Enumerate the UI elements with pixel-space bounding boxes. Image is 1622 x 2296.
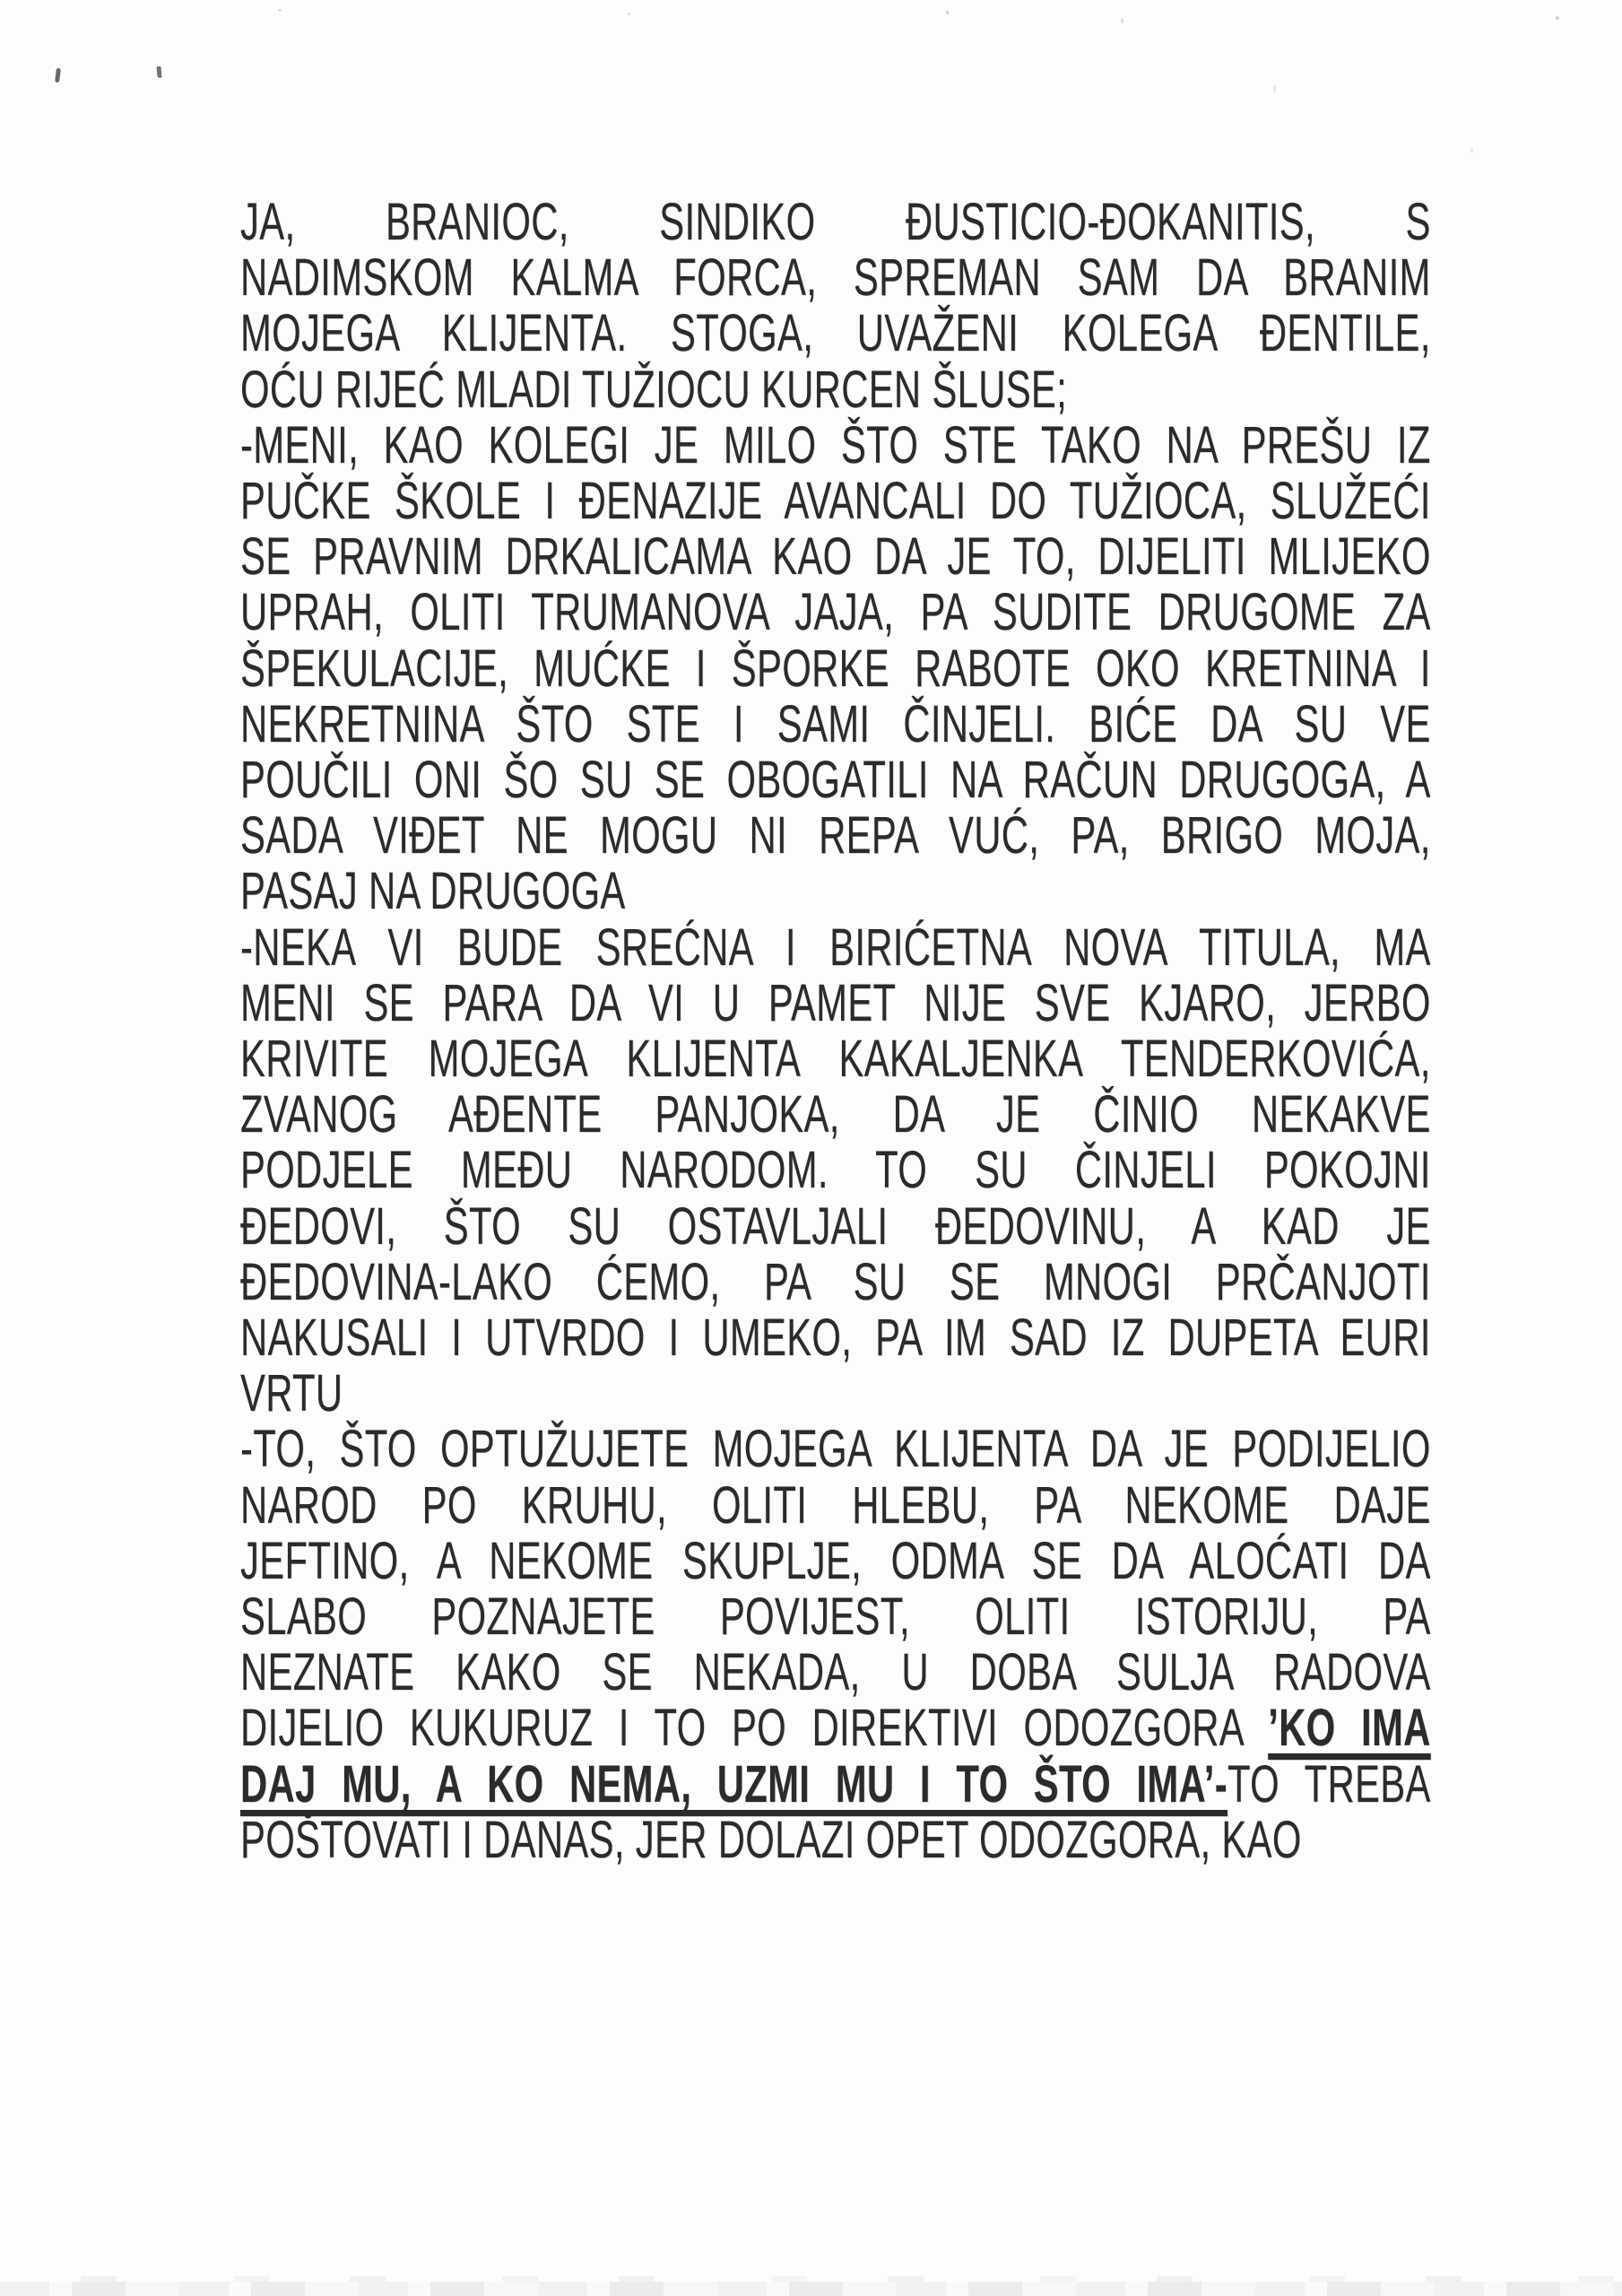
text-line	[240, 585, 1431, 640]
body-text: ŠPEKULACIJE, MUĆKE I ŠPORKE RABOTE OKO KRETNINA I	[240, 639, 1431, 698]
body-text: ĐEDOVINA-LAKO ĆEMO, PA SU SE MNOGI PRČANJOTI	[240, 1252, 1431, 1311]
body-text: ĐEDOVI, ŠTO SU OSTAVLJALI ĐEDOVINU, A KAD JE	[240, 1196, 1431, 1256]
scan-speck	[946, 11, 949, 14]
body-text: -MENI, KAO KOLEGI JE MILO ŠTO STE TAKO NA PREŠU IZ	[240, 415, 1431, 474]
text-line	[240, 808, 1431, 864]
body-text: POŠTOVATI I DANAS, JER DOLAZI OPET ODOZGORA, KAO	[240, 1810, 1302, 1869]
body-text: TO TREBA	[1227, 1754, 1431, 1813]
text-line	[240, 1310, 1431, 1366]
body-text: PUČKE ŠKOLE I ĐENAZIJE AVANCALI DO TUŽIOCA, SLUŽEĆI	[240, 472, 1431, 531]
body-text: NEKRETNINA ŠTO STE I SAMI ČINJELI. BIĆE DA SU VE	[240, 694, 1431, 753]
text-line	[240, 641, 1431, 697]
text-line	[240, 306, 1431, 361]
text-line	[240, 1589, 1431, 1645]
body-text: VRTU	[240, 1364, 343, 1423]
text-line	[240, 1031, 1431, 1087]
text-line	[240, 1196, 1431, 1256]
text-line	[240, 195, 1431, 250]
body-text: NEZNATE KAKO SE NEKADA, U DOBA SULJA RADOVA	[240, 1643, 1431, 1702]
body-text: SADA VIĐET NE MOGU NI REPA VUĆ, PA, BRIGO MOJA,	[240, 806, 1431, 865]
text-line	[240, 1143, 1431, 1198]
text-line	[240, 1810, 1431, 1869]
body-text: OĆU RIJEĆ MLADI TUŽIOCU KURCEN ŠLUSE;	[240, 360, 1068, 419]
scan-speck	[1470, 148, 1473, 152]
body-text: SLABO POZNAJETE POVIJEST, OLITI ISTORIJU, PA	[240, 1587, 1431, 1647]
text-line	[240, 1700, 1431, 1756]
emphasized-directive-text: ’KO IMA	[1268, 1699, 1431, 1758]
body-text: -TO, ŠTO OPTUŽUJETE MOJEGA KLIJENTA DA JE PODIJELIO	[240, 1420, 1431, 1479]
text-line	[240, 920, 1431, 976]
text-line	[240, 864, 1431, 919]
body-text: PODJELE MEĐU NARODOM. TO SU ČINJELI POKOJNI	[240, 1141, 1431, 1200]
text-line	[240, 250, 1431, 306]
text-block	[240, 195, 1431, 1868]
body-text: SE PRAVNIM DRKALICAMA KAO DA JE TO, DIJELITI MLIJEKO	[240, 527, 1431, 587]
text-line	[240, 1531, 1431, 1590]
scan-speck	[628, 13, 630, 15]
text-line	[240, 415, 1431, 474]
scan-speck	[1556, 16, 1559, 20]
text-line	[240, 1475, 1431, 1535]
emphasized-directive-text: DAJ MU, A KO NEMA, UZMI MU I TO ŠTO IMA’-	[240, 1754, 1227, 1813]
text-line	[240, 752, 1431, 808]
text-line	[240, 1754, 1431, 1813]
body-text: KRIVITE MOJEGA KLIJENTA KAKALJENKA TENDERKOVIĆA,	[240, 1030, 1431, 1089]
text-line	[240, 474, 1431, 529]
body-text: NAROD PO KRUHU, OLITI HLEBU, PA NEKOME DAJE	[240, 1475, 1431, 1535]
scan-band	[0, 2282, 1622, 2296]
text-line	[240, 1087, 1431, 1143]
scan-speck	[1121, 18, 1123, 23]
body-text: POUČILI ONI ŠO SU SE OBOGATILI NA RAČUN DRUGOGA, A	[240, 751, 1431, 810]
text-line	[240, 1645, 1431, 1700]
body-text: DIJELIO KUKURUZ I TO PO DIREKTIVI ODOZGORA	[240, 1699, 1269, 1758]
body-text: MENI SE PARA DA VI U PAMET NIJE SVE KJARO, JERBO	[240, 973, 1431, 1032]
body-text: NADIMSKOM KALMA FORCA, SPREMAN SAM DA BRANIM	[240, 248, 1431, 308]
body-text: MOJEGA KLIJENTA. STOGA, UVAŽENI KOLEGA ĐENTILE,	[240, 304, 1431, 363]
body-text: ZVANOG AĐENTE PANJOKA, DA JE ČINIO NEKAKVE	[240, 1085, 1431, 1144]
text-line	[240, 1422, 1431, 1477]
text-line	[240, 362, 1431, 418]
scan-artifact	[55, 68, 61, 83]
body-text: PASAJ NA DRUGOGA	[240, 862, 626, 921]
text-line	[240, 1252, 1431, 1311]
body-text: -NEKA VI BUDE SREĆNA I BIRIĆETNA NOVA TITULA, MA	[240, 918, 1431, 977]
scan-speck	[1273, 85, 1276, 92]
body-text: NAKUSALI I UTVRDO I UMEKO, PA IM SAD IZ DUPETA EURI	[240, 1309, 1431, 1368]
text-line	[240, 529, 1431, 585]
text-line	[240, 694, 1431, 753]
body-text: JA, BRANIOC, SINDIKO ĐUSTICIO-ĐOKANITIS, S	[240, 193, 1431, 251]
text-line	[240, 973, 1431, 1032]
body-text: JEFTINO, A NEKOME SKUPLJE, ODMA SE DA ALOĆATI DA	[240, 1531, 1431, 1590]
scan-speck	[278, 9, 282, 12]
body-text: UPRAH, OLITI TRUMANOVA JAJA, PA SUDITE DRUGOME ZA	[240, 583, 1431, 642]
text-line	[240, 1366, 1431, 1422]
scan-artifact	[157, 66, 162, 78]
